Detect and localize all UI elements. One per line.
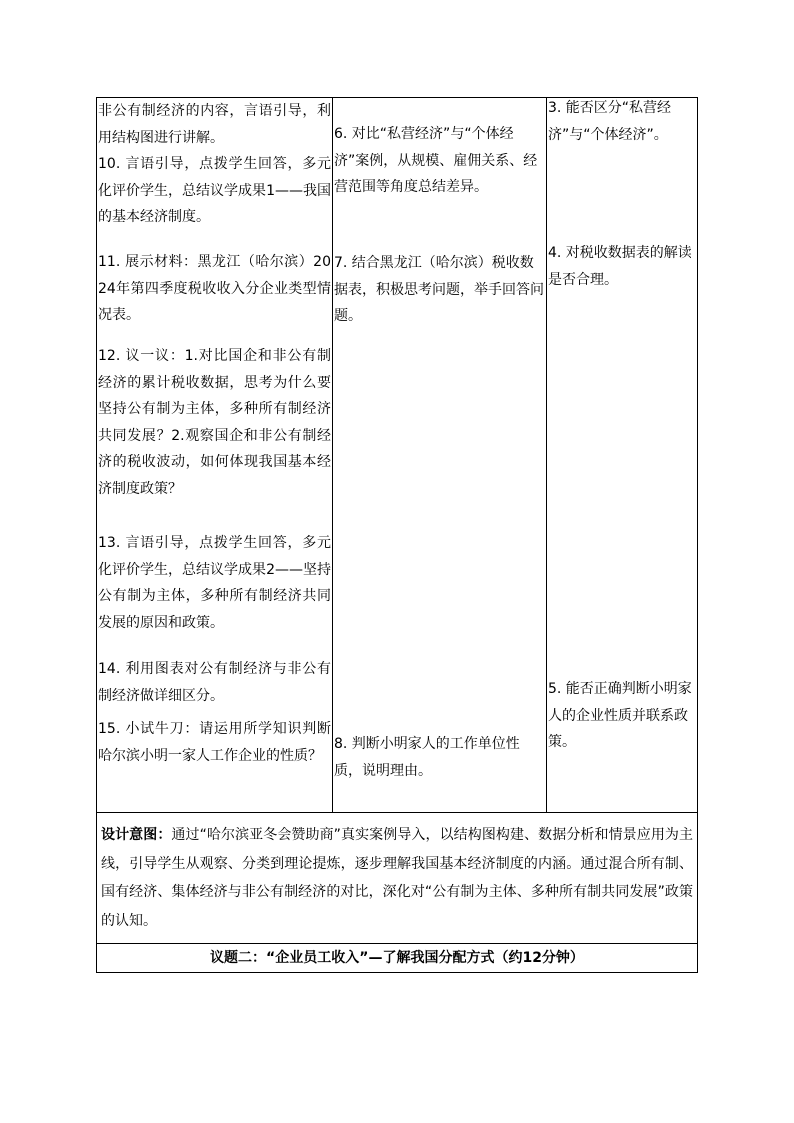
teacher-step: 15. 小试牛刀：请运用所学知识判断哈尔滨小明一家人工作企业的性质？	[98, 721, 331, 764]
student-activity-cell	[333, 98, 547, 813]
teacher-step: 11. 展示材料：黑龙江（哈尔滨）2024年第四季度税收收入分企业类型情况表。	[98, 254, 331, 323]
teacher-step: 10. 言语引导，点拨学生回答，多元化评价学生，总结议学成果1——我国的基本经济制度。	[98, 156, 331, 225]
evaluation-cell	[547, 98, 698, 813]
student-step: 7. 结合黑龙江（哈尔滨）税收数据表，积极思考问题，举手回答问题。	[334, 255, 544, 324]
teacher-activity-cell	[97, 98, 333, 813]
teacher-step: 14. 利用图表对公有制经济与非公有制经济做详细区分。	[98, 661, 331, 704]
design-intent-row	[97, 813, 698, 944]
teacher-step: 非公有制经济的内容，言语引导，利用结构图进行讲解。	[98, 103, 331, 146]
lesson-plan-page	[96, 97, 697, 973]
activity-row	[97, 98, 698, 813]
teacher-step: 13. 言语引导，点拨学生回答，多元化评价学生，总结议学成果2——坚持公有制为主体，多种所有制经济共同发展的原因和政策。	[98, 535, 331, 631]
evaluation-item: 4. 对税收数据表的解读是否合理。	[548, 245, 692, 288]
evaluation-item: 5. 能否正确判断小明家人的企业性质并联系政策。	[548, 681, 692, 750]
next-topic-heading: 议题二：“企业员工收入”—了解我国分配方式（约12分钟）	[97, 944, 698, 973]
design-intent-cell	[97, 813, 698, 944]
student-step: 6. 对比“私营经济”与“个体经济”案例，从规模、雇佣关系、经营范围等角度总结差异。	[334, 126, 538, 195]
teacher-step: 12. 议一议：1.对比国企和非公有制经济的累计税收数据，思考为什么要坚持公有制为主体，多种所有制经济共同发展？2.观察国企和非公有制经济的税收波动，如何体现我国基本经济制度政策？	[98, 348, 331, 497]
lesson-plan-table	[96, 97, 698, 973]
student-step: 8. 判断小明家人的工作单位性质，说明理由。	[334, 736, 520, 779]
design-intent-text: 通过“哈尔滨亚冬会赞助商”真实案例导入，以结构图构建、数据分析和情景应用为主线，引导学生从观察、分类到理论提炼，逐步理解我国基本经济制度的内涵。通过混合所有制、国有经济、集体经济与非公有制经济的对比，深化对“公有制为主体、多种所有制共同发展”政策的认知。	[101, 827, 693, 929]
design-intent-label: 设计意图：	[101, 827, 172, 843]
evaluation-item: 3. 能否区分“私营经济”与“个体经济”。	[548, 100, 672, 143]
topic-row	[97, 944, 698, 973]
